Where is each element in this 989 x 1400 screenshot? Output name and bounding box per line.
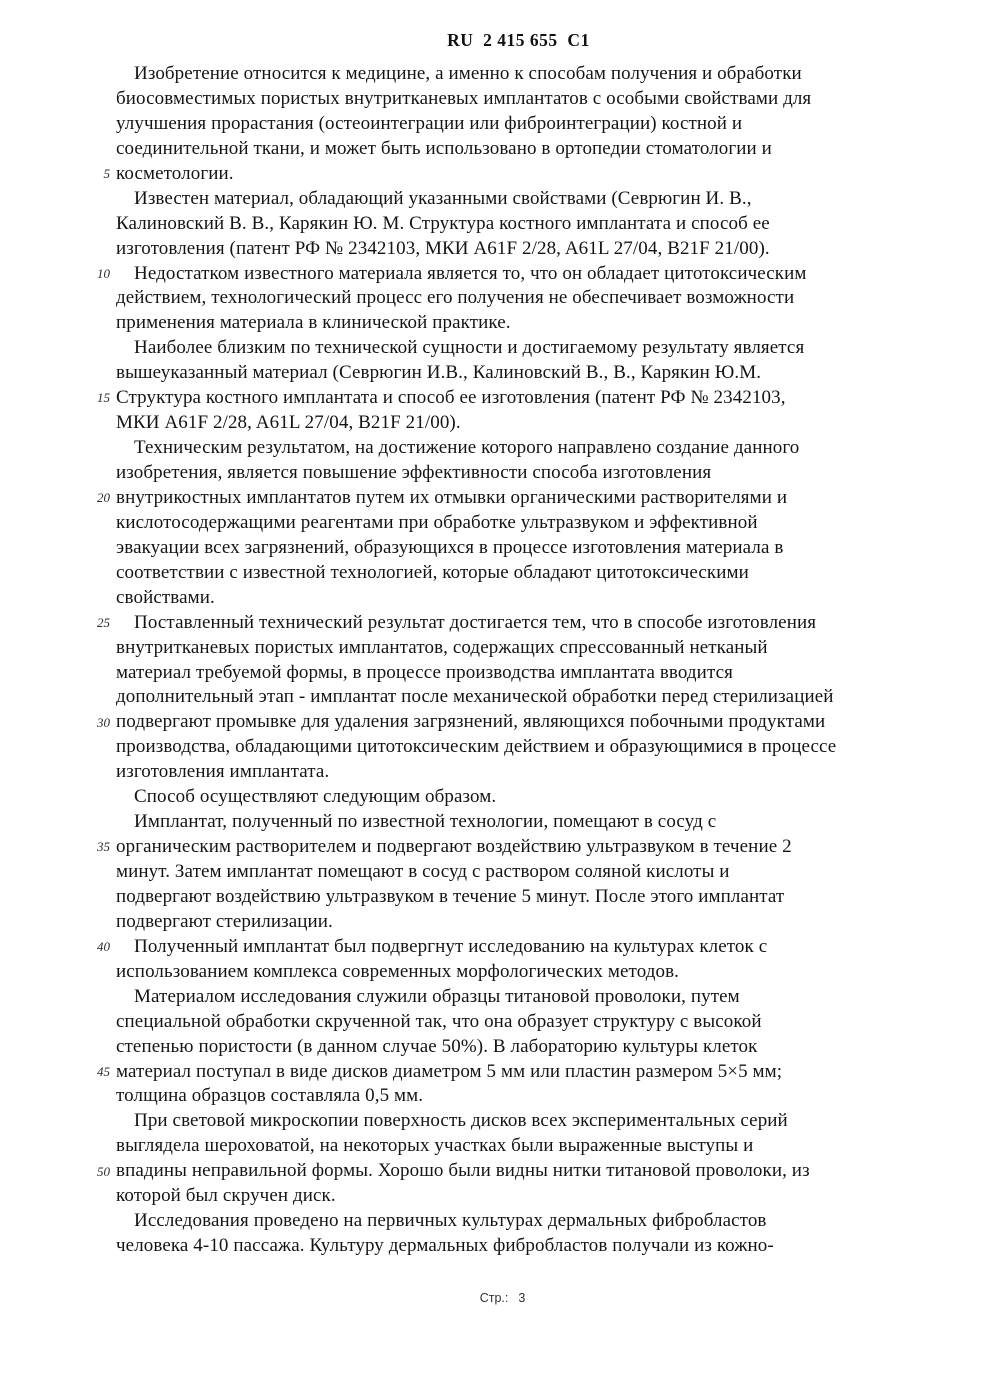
footer-page-number: 3 [518,1291,526,1305]
text-line: биосовместимых пористых внутритканевых имплантатов с особыми свойствами для [116,87,812,109]
document-body [97,62,916,1259]
paragraph [116,1209,916,1259]
margin-line-number: 40 [97,939,110,955]
text-line: органическим растворителем и подвергают воздействию ультразвуком в течение 2 [116,836,792,858]
paragraph [116,785,916,810]
text-line: Наиболее близким по технической сущности и достигаемому результату является [134,337,805,359]
text-line: подвергают промывке для удаления загрязнений, являющихся побочными продуктами [116,711,826,733]
margin-line-number: 30 [97,714,110,730]
text-line: минут. Затем имплантат помещают в сосуд с раствором соляной кислоты и [116,861,730,882]
text-line: подвергают стерилизации. [116,910,333,932]
text-line: Структура костного имплантата и способ ее изготовления (патент РФ № 2342103, [116,387,786,409]
paragraph [116,62,916,187]
margin-line-number: 50 [97,1163,110,1179]
text-line: материал поступал в виде дисков диаметром 5 мм или пластин размером 5×5 мм; [116,1060,783,1082]
text-line: применения материала в клинической практике. [116,312,511,334]
text-line: Материалом исследования служили образцы титановой проволоки, путем [134,985,740,1007]
text-line: которой был скручен диск. [116,1185,336,1207]
paragraph [116,1109,916,1209]
text-line: внутрикостных имплантатов путем их отмывки органическими растворителями и [116,486,788,508]
text-line: Имплантат, полученный по известной технологии, помещают в сосуд с [134,811,717,833]
paragraph [116,985,916,1110]
margin-line-number: 5 [103,165,110,181]
text-line: человека 4-10 пассажа. Культуру дермальных фибробластов получали из кожно- [116,1235,774,1257]
paragraph [116,935,916,985]
paragraph [116,810,916,935]
paragraph [116,436,916,611]
text-block [97,62,916,1259]
text-line: Способ осуществляют следующим образом. [134,786,497,808]
margin-line-number: 25 [97,614,110,630]
footer-page-label: Стр.: [479,1291,509,1305]
text-line: Исследования проведено на первичных культурах дермальных фибробластов [134,1210,767,1232]
text-line: производства, обладающими цитотоксическим действием и образующимися в процессе [116,736,837,758]
text-line: эвакуации всех загрязнений, образующихся в процессе изготовления материала в [116,536,784,558]
text-line: Техническим результатом, на достижение которого направлено создание данного [134,437,800,459]
text-line: Недостатком известного материала является то, что он обладает цитотоксическим [134,262,807,284]
text-line: вышеуказанный материал (Севрюгин И.В., Калиновский В., В., Карякин Ю.М. [116,362,762,384]
text-line: толщина образцов составляла 0,5 мм. [116,1085,424,1107]
margin-line-number: 45 [97,1064,110,1079]
margin-line-number: 20 [97,490,110,506]
text-line: изготовления (патент РФ № 2342103, МКИ A61F 2/28, A61L 27/04, B21F 21/00). [116,237,770,259]
text-line: использованием комплекса современных морфологических методов. [116,960,680,982]
text-line: степенью пористости (в данном случае 50%). В лабораторию культуры клеток [116,1035,758,1057]
margin-line-number: 35 [97,839,110,855]
margin-line-number: 10 [97,265,110,281]
paragraph [116,262,916,337]
text-line: соединительной ткани, и может быть использовано в ортопедии стоматологии и [116,137,772,159]
text-line: При световой микроскопии поверхность дисков всех экспериментальных серий [134,1110,788,1132]
text-line: специальной обработки скрученной так, что она образует структуру с высокой [116,1010,762,1032]
text-line: МКИ A61F 2/28, A61L 27/04, B21F 21/00). [116,412,461,434]
text-line: впадины неправильной формы. Хорошо были видны нитки титановой проволоки, из [116,1160,810,1182]
text-line: свойствами. [116,586,215,608]
paragraph [116,187,916,262]
text-line: Известен материал, обладающий указанными свойствами (Севрюгин И. В., [134,187,752,209]
text-line: улучшения прорастания (остеоинтеграции или фиброинтеграции) костной и [116,112,743,134]
paragraph [116,336,916,436]
page-footer [0,1291,989,1305]
text-line: внутритканевых пористых имплантатов, содержащих спрессованный нетканый [116,636,768,658]
text-line: Изобретение относится к медицине, а именно к способам получения и обработки [134,63,802,84]
text-line: Поставленный технический результат достигается тем, что в способе изготовления [134,611,817,633]
text-line: подвергают воздействию ультразвуком в течение 5 минут. После этого имплантат [116,885,785,907]
text-line: кислотосодержащими реагентами при обработке ультразвуком и эффективной [116,511,758,533]
text-line: дополнительный этап - имплантат после механической обработки перед стерилизацией [116,686,834,708]
text-line: Полученный имплантат был подвергнут исследованию на культурах клеток с [134,935,768,957]
text-line: косметологии. [116,162,234,184]
text-line: материал требуемой формы, в процессе производства имплантата вводится [116,661,733,683]
text-line: выглядела шероховатой, на некоторых участках были выраженные выступы и [116,1135,754,1157]
text-line: изобретения, является повышение эффективности способа изготовления [116,462,712,483]
paragraph [116,611,916,786]
document-number-header: RU 2 415 655 C1 [447,30,590,50]
text-line: Калиновский В. В., Карякин Ю. М. Структура костного имплантата и способ ее [116,212,770,234]
margin-line-number: 15 [97,390,110,406]
text-line: действием, технологический процесс его получения не обеспечивает возможности [116,287,795,309]
text-line: соответствии с известной технологией, которые обладают цитотоксическими [116,561,749,583]
text-line: изготовления имплантата. [116,761,330,783]
